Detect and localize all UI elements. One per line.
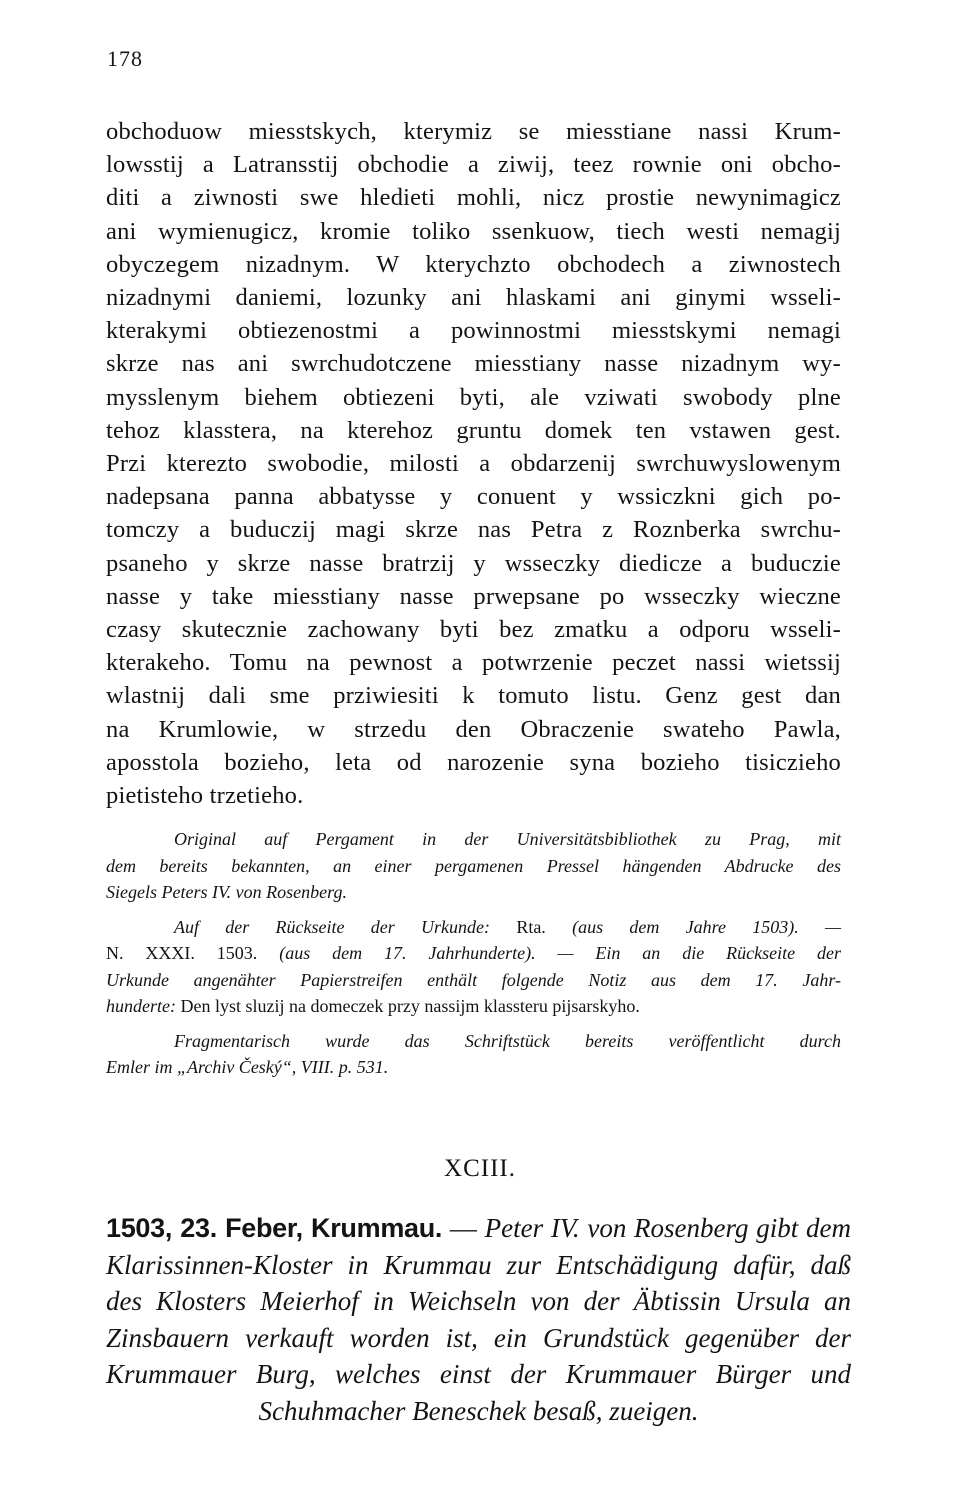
heading-line: Krummauer Burg, welches einst der Krummauer Bürger und (106, 1359, 851, 1389)
text-line: psaneho y skrze nasse bratrzij y wsseczky diedicze a buduczie (106, 549, 841, 577)
note-publication (106, 1028, 841, 1081)
text-line: obyczegem nizadnym. W kterychzto obchodech a ziwnostech (106, 250, 841, 278)
note-line: Siegels Peters IV. von Rosenberg. (106, 882, 347, 902)
text-line: Przi kterezto swobodie, milosti a obdarzenij swrchuwyslowenym (106, 450, 841, 478)
note-source (106, 826, 841, 906)
heading-line: Schuhmacher Beneschek besaß, zueigen. (258, 1395, 699, 1426)
text-line: tomczy a buduczij magi skrze nas Petra z Roznberka swrchu- (106, 516, 841, 544)
note-line: Fragmentarisch wurde das Schriftstück bereits veröffentlicht durch (174, 1030, 841, 1051)
heading-line: Klarissinnen-Kloster in Krummau zur Entschädigung dafür, daß (106, 1249, 851, 1280)
text-line: mysslenym biehem obtiezeni byti, ale vziwati swobody plne (106, 383, 841, 411)
text-line: aposstola bozieho, leta od narozenie syna bozieho tisiczieho (106, 748, 841, 776)
regest-heading (106, 1210, 851, 1429)
text-line: nadepsana panna abbatysse y conuent y wssiczkni gich po- (106, 483, 841, 511)
text-line: ani wymienugicz, kromie toliko ssenkuow, tiech westi nemagij (106, 217, 841, 245)
text-line: nasse y take miesstiany nasse prwepsane po wsseczky wieczne (106, 582, 841, 610)
text-line: czasy skutecznie zachowany byti bez zmatku a odporu wsseli- (106, 616, 841, 644)
note-line: hunderte: Den lyst sluzij na domeczek przy nassijm klassteru pijsarskyho. (106, 996, 640, 1016)
note-line: Original auf Pergament in der Universitätsbibliothek zu Prag, mit (174, 829, 841, 849)
heading-line: 1503, 23. Feber, Krummau. — Peter IV. von Rosenberg gibt dem (106, 1213, 851, 1243)
note-line: Auf der Rückseite der Urkunde: Rta. (aus dem Jahre 1503). — (174, 916, 841, 937)
text-line: obchoduow miesstskych, kterymiz se miesstiane nassi Krum- (106, 118, 841, 145)
text-line: wlastnij dali sme prziwiesiti k tomuto listu. Genz gest dan (106, 682, 841, 710)
heading-line: Zinsbauern verkauft worden ist, ein Grundstück gegenüber der (106, 1322, 851, 1353)
text-line: tehoz klasstera, na kterehoz gruntu domek ten vstawen gest. (106, 416, 841, 444)
text-line: lowsstij a Latransstij obchodie a ziwij, teez rownie oni obcho- (106, 151, 841, 179)
text-line: diti a ziwnosti swe hledieti mohli, nicz prostie newynimagicz (106, 184, 841, 212)
note-line: N. XXXI. 1503. (aus dem 17. Jahrhunderte). — Ein an die Rückseite der (106, 943, 841, 963)
note-line: Emler im „Archiv Český“, VIII. p. 531. (106, 1057, 389, 1077)
text-line: na Krumlowie, w strzedu den Obraczenie swateho Pawla, (106, 715, 841, 743)
text-line: nizadnymi daniemi, lozunky ani hlaskami ani ginymi wsseli- (106, 284, 841, 312)
page-number: 178 (107, 46, 143, 71)
text-line: kterakymi obtiezenostmi a powinnostmi miesstskymi nemagi (106, 317, 841, 345)
charter-text (106, 115, 841, 812)
editorial-notes (106, 826, 841, 1089)
document-number: XCIII. (444, 1155, 516, 1182)
text-line: kterakeho. Tomu na pewnost a potwrzenie peczet nassi wietssij (106, 649, 841, 677)
text-line: pietisteho trzetieho. (106, 782, 304, 810)
note-dorsal (106, 914, 841, 1020)
heading-line: des Klosters Meierhof in Weichseln von der Äbtissin Ursula an (106, 1286, 851, 1316)
text-line: skrze nas ani swrchudotczene miesstiany nasse nizadnym wy- (106, 350, 841, 378)
note-line: Urkunde angenähter Papierstreifen enthält folgende Notiz aus dem 17. Jahr- (106, 969, 841, 990)
date-place: 1503, 23. Feber, Krummau. (106, 1213, 443, 1243)
note-line: dem bereits bekannten, an einer pergamenen Pressel hängenden Abdrucke des (106, 855, 841, 876)
